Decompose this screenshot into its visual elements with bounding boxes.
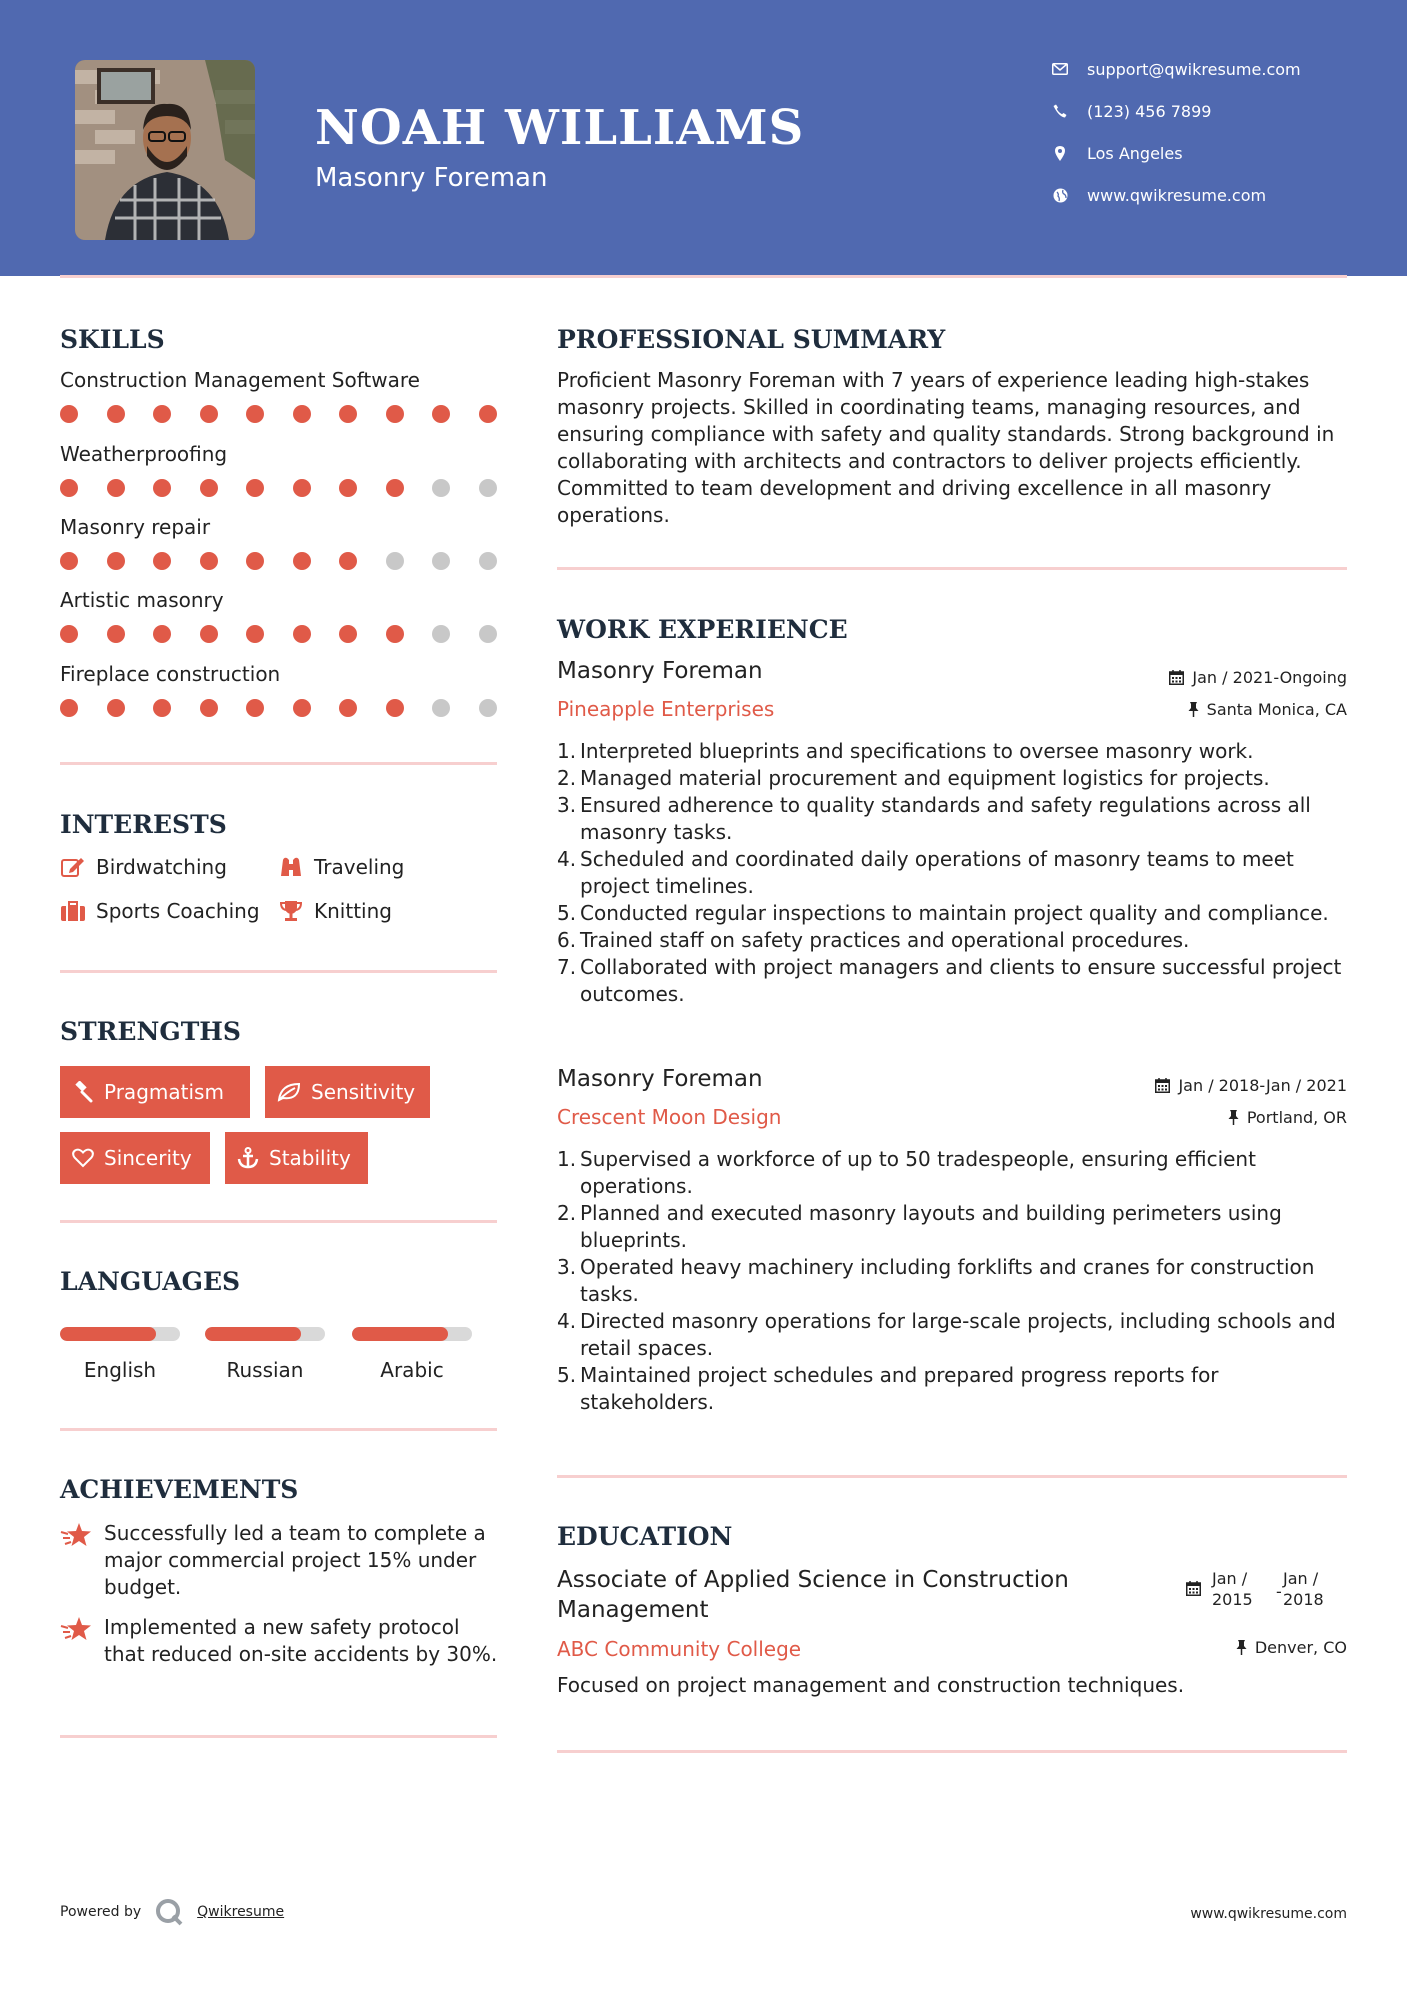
contact-email[interactable]: support@qwikresume.com	[1050, 54, 1301, 84]
rating-dot	[60, 552, 78, 570]
rating-dot	[386, 625, 404, 643]
skill-name: Weatherproofing	[60, 442, 228, 466]
interest-item: Knitting	[278, 898, 392, 924]
rating-dot	[386, 479, 404, 497]
rating-dot	[200, 479, 218, 497]
strengths-heading: STRENGTHS	[60, 1017, 241, 1046]
job-location: Portland, OR	[1228, 1108, 1347, 1127]
languages-heading: LANGUAGES	[60, 1267, 241, 1296]
contact-phone[interactable]: (123) 456 7899	[1050, 96, 1211, 126]
globe-icon	[1050, 185, 1070, 205]
language-level-bar	[205, 1327, 325, 1341]
rating-dot	[432, 625, 450, 643]
strength-badge: Sincerity	[60, 1132, 210, 1184]
school-name: ABC Community College	[557, 1637, 802, 1661]
rating-dot	[246, 552, 264, 570]
rating-dot	[153, 479, 171, 497]
responsibility-item: 2. Managed material procurement and equipment logistics for projects.	[557, 766, 1270, 790]
strength-badge: Stability	[225, 1132, 368, 1184]
job-title: Masonry Foreman	[557, 1066, 763, 1092]
degree-title: Associate of Applied Science in Construction Management	[557, 1567, 1069, 1623]
skills-heading: SKILLS	[60, 325, 165, 354]
rating-dot	[339, 552, 357, 570]
interest-item: Birdwatching	[60, 854, 227, 880]
rating-dot	[107, 405, 125, 423]
rating-dot	[339, 405, 357, 423]
rating-dot	[60, 479, 78, 497]
rating-dot	[107, 552, 125, 570]
language-name: English	[83, 1358, 157, 1382]
rating-dot	[432, 479, 450, 497]
job-company: Pineapple Enterprises	[557, 697, 775, 721]
section-divider	[60, 970, 497, 973]
candidate-title: Masonry Foreman	[315, 163, 548, 193]
language-level-bar	[352, 1327, 472, 1341]
responsibility-item: 1. Interpreted blueprints and specifications to oversee masonry work.	[557, 739, 1254, 763]
rating-dot	[153, 405, 171, 423]
responsibility-item: 4. Scheduled and coordinated daily operations of masonry teams to meet project timelines.	[557, 847, 1294, 898]
skill-rating	[60, 479, 497, 497]
achievements-heading: ACHIEVEMENTS	[60, 1475, 299, 1504]
skill-rating	[60, 625, 497, 643]
education-heading: EDUCATION	[557, 1522, 733, 1551]
rating-dot	[107, 479, 125, 497]
rating-dot	[107, 625, 125, 643]
phone-icon	[1050, 101, 1070, 121]
header-divider	[60, 275, 1347, 278]
responsibility-item: 4. Directed masonry operations for large-scale projects, including schools and retail spaces.	[557, 1309, 1336, 1360]
skill-rating	[60, 405, 497, 423]
rating-dot	[386, 405, 404, 423]
footer-powered-by: Powered by Qwikresume	[60, 1898, 284, 1926]
briefcase-icon	[60, 898, 86, 924]
rating-dot	[153, 552, 171, 570]
education-start-date: Jan / 2015	[1212, 1569, 1253, 1609]
language-level-fill	[60, 1327, 156, 1341]
resume-header	[0, 0, 1407, 276]
rating-dot	[200, 625, 218, 643]
skill-name: Masonry repair	[60, 515, 211, 539]
candidate-name: NOAH WILLIAMS	[315, 100, 805, 156]
section-divider	[60, 1220, 497, 1223]
rating-dot	[200, 699, 218, 717]
rating-dot	[293, 625, 311, 643]
heart-icon	[72, 1148, 94, 1168]
responsibility-item: 6. Trained staff on safety practices and operational procedures.	[557, 928, 1190, 952]
skill-name: Fireplace construction	[60, 662, 281, 686]
rating-dot	[60, 699, 78, 717]
section-divider	[60, 1735, 497, 1738]
language-level-bar	[60, 1327, 180, 1341]
calendar-icon	[1155, 1078, 1170, 1093]
rating-dot	[479, 625, 497, 643]
interest-item: Sports Coaching	[60, 898, 260, 924]
qwikresume-logo-icon	[155, 1898, 183, 1926]
rating-dot	[60, 625, 78, 643]
gavel-icon	[72, 1081, 94, 1103]
responsibility-item: 5. Maintained project schedules and prepared progress reports for stakeholders.	[557, 1363, 1219, 1414]
strength-badge: Pragmatism	[60, 1066, 250, 1118]
rating-dot	[432, 552, 450, 570]
summary-heading: PROFESSIONAL SUMMARY	[557, 325, 946, 354]
section-divider	[60, 1428, 497, 1431]
education-description: Focused on project management and construction techniques.	[557, 1673, 1185, 1697]
education-date-separator: -	[1276, 1582, 1282, 1601]
qwikresume-link[interactable]: Qwikresume	[197, 1904, 285, 1920]
rating-dot	[200, 552, 218, 570]
rating-dot	[293, 552, 311, 570]
rating-dot	[339, 625, 357, 643]
responsibility-item: 5. Conducted regular inspections to maintain project quality and compliance.	[557, 901, 1329, 925]
rating-dot	[246, 479, 264, 497]
job-responsibilities	[557, 1146, 1347, 1416]
achievement-item: Implemented a new safety protocol that reduced on-site accidents by 30%.	[60, 1614, 500, 1668]
rating-dot	[432, 699, 450, 717]
responsibility-item: 3. Ensured adherence to quality standards and safety regulations across all masonry tasks.	[557, 793, 1311, 844]
pushpin-icon	[1236, 1640, 1247, 1655]
interest-item: Traveling	[278, 854, 404, 880]
calendar-icon	[1186, 1580, 1201, 1601]
job-responsibilities	[557, 738, 1347, 1008]
responsibility-item: 3. Operated heavy machinery including forklifts and cranes for construction tasks.	[557, 1255, 1315, 1306]
rating-dot	[479, 405, 497, 423]
job-date: Jan / 2021-Ongoing	[1169, 668, 1347, 687]
skill-name: Artistic masonry	[60, 588, 224, 612]
language-level-fill	[352, 1327, 448, 1341]
skill-name: Construction Management Software	[60, 368, 420, 392]
strength-badge: Sensitivity	[265, 1066, 430, 1118]
job-date: Jan / 2018-Jan / 2021	[1155, 1076, 1347, 1095]
rating-dot	[153, 699, 171, 717]
contact-location: Los Angeles	[1050, 138, 1183, 168]
responsibility-item: 7. Collaborated with project managers and clients to ensure successful project outcomes.	[557, 955, 1342, 1006]
trophy-icon	[278, 898, 304, 924]
language-name: Russian	[226, 1358, 304, 1382]
skill-rating	[60, 699, 497, 717]
education-location: Denver, CO	[1236, 1638, 1347, 1657]
profile-photo	[75, 60, 255, 240]
section-divider	[60, 762, 497, 765]
job-title: Masonry Foreman	[557, 658, 763, 684]
edit-icon	[60, 854, 86, 880]
skill-rating	[60, 552, 497, 570]
rating-dot	[339, 699, 357, 717]
rating-dot	[246, 405, 264, 423]
footer-website[interactable]: www.qwikresume.com	[1190, 1906, 1347, 1922]
rating-dot	[479, 479, 497, 497]
section-divider	[557, 1750, 1347, 1753]
star-icon	[60, 1520, 94, 1601]
binoculars-icon	[278, 854, 304, 880]
rating-dot	[153, 625, 171, 643]
language-name: Arabic	[380, 1358, 444, 1382]
pushpin-icon	[1188, 702, 1199, 717]
calendar-icon	[1169, 670, 1184, 685]
pushpin-icon	[1228, 1110, 1239, 1125]
language-level-fill	[205, 1327, 301, 1341]
envelope-icon	[1050, 59, 1070, 79]
star-icon	[60, 1614, 94, 1668]
rating-dot	[107, 699, 125, 717]
rating-dot	[60, 405, 78, 423]
job-location: Santa Monica, CA	[1188, 700, 1347, 719]
rating-dot	[293, 699, 311, 717]
rating-dot	[339, 479, 357, 497]
anchor-icon	[237, 1147, 259, 1169]
rating-dot	[386, 552, 404, 570]
rating-dot	[479, 552, 497, 570]
achievement-item: Successfully led a team to complete a major commercial project 15% under budget.	[60, 1520, 500, 1601]
rating-dot	[200, 405, 218, 423]
rating-dot	[386, 699, 404, 717]
rating-dot	[246, 699, 264, 717]
job-company: Crescent Moon Design	[557, 1105, 782, 1129]
responsibility-item: 2. Planned and executed masonry layouts and building perimeters using blueprints.	[557, 1201, 1282, 1252]
education-end-date: Jan / 2018	[1283, 1569, 1324, 1609]
leaf-icon	[277, 1082, 301, 1102]
contact-website[interactable]: www.qwikresume.com	[1050, 180, 1266, 210]
summary-text: Proficient Masonry Foreman with 7 years of experience leading high-stakes masonry projects. Skilled in coordinating teams, managing resources, and ensuring compliance with safety and quality standards. Strong background in collaborating with architects and contractors to deliver projects efficiently. Committed to team development and driving excellence in all masonry operations.	[557, 368, 1335, 527]
rating-dot	[432, 405, 450, 423]
rating-dot	[293, 479, 311, 497]
work-heading: WORK EXPERIENCE	[557, 615, 848, 644]
map-pin-icon	[1050, 143, 1070, 163]
rating-dot	[293, 405, 311, 423]
rating-dot	[479, 699, 497, 717]
interests-heading: INTERESTS	[60, 810, 227, 839]
section-divider	[557, 567, 1347, 570]
responsibility-item: 1. Supervised a workforce of up to 50 tradespeople, ensuring efficient operations.	[557, 1147, 1256, 1198]
section-divider	[557, 1475, 1347, 1478]
rating-dot	[246, 625, 264, 643]
